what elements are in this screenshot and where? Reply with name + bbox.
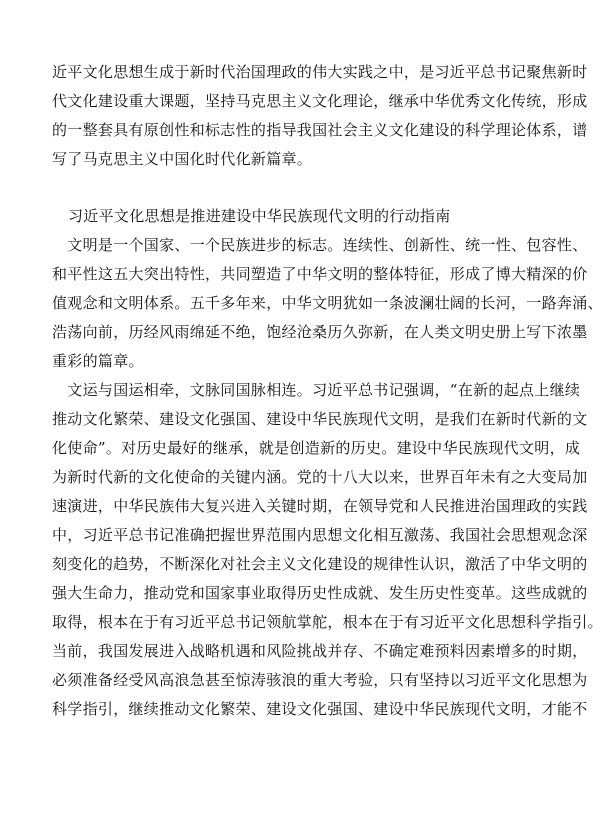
paragraph-line: 文运与国运相牵，文脉同国脉相连。习近平总书记强调，“在新的起点上继续 <box>52 381 581 399</box>
paragraph-line: 速演进，中华民族伟大复兴进入关键时期，在领导党和人民推进治国理政的实践 <box>52 497 588 515</box>
paragraph-line: 文明是一个国家、一个民族进步的标志。连续性、创新性、统一性、包容性、 <box>52 236 588 254</box>
paragraph-line: 浩荡向前，历经风雨绵延不绝，饱经沧桑历久弥新，在人类文明史册上写下浓墨 <box>52 323 588 341</box>
paragraph-line: 为新时代新的文化使命的关键内涵。党的十八大以来，世界百年未有之大变局加 <box>52 468 588 486</box>
paragraph-line: 强大生命力，推动党和国家事业取得历史性成就、发生历史性变革。这些成就的 <box>52 584 588 602</box>
intro-line: 近平文化思想生成于新时代治国理政的伟大实践之中，是习近平总书记聚焦新时 <box>52 63 588 81</box>
paragraph-line: 刻变化的趋势，不断深化对社会主义文化建设的规律性认识，激活了中华文明的 <box>52 555 588 573</box>
paragraph-line: 取得，根本在于有习近平总书记领航掌舵，根本在于有习近平文化思想科学指引。 <box>52 613 603 631</box>
intro-line: 的一整套具有原创性和标志性的指导我国社会主义文化建设的科学理论体系，谱 <box>52 121 588 139</box>
paragraph-line: 中，习近平总书记准确把握世界范围内思想文化相互激荡、我国社会思想观念深 <box>52 526 588 544</box>
intro-line: 写了马克思主义中国化时代化新篇章。 <box>52 150 313 168</box>
intro-line: 代文化建设重大课题，坚持马克思主义文化理论，继承中华优秀文化传统，形成 <box>52 92 588 110</box>
paragraph-line: 推动文化繁荣、建设文化强国、建设中华民族现代文明，是我们在新时代新的文 <box>52 410 588 428</box>
section-heading: 习近平文化思想是推进建设中华民族现代文明的行动指南 <box>68 207 451 225</box>
paragraph-line: 科学指引，继续推动文化繁荣、建设文化强国、建设中华民族现代文明，才能不 <box>52 700 588 718</box>
paragraph-line: 和平性这五大突出特性，共同塑造了中华文明的整体特征，形成了博大精深的价 <box>52 265 588 283</box>
paragraph-line: 重彩的篇章。 <box>52 352 144 370</box>
paragraph-line: 值观念和文明体系。五千多年来，中华文明犹如一条波澜壮阔的长河，一路奔涌、 <box>52 294 603 312</box>
paragraph-line: 必须准备经受风高浪急甚至惊涛骇浪的重大考验，只有坚持以习近平文化思想为 <box>52 671 588 689</box>
paragraph-line: 当前，我国发展进入战略机遇和风险挑战并存、不确定难预料因素增多的时期， <box>52 642 588 660</box>
paragraph-line: 化使命”。对历史最好的继承，就是创造新的历史。建设中华民族现代文明，成 <box>52 439 581 457</box>
